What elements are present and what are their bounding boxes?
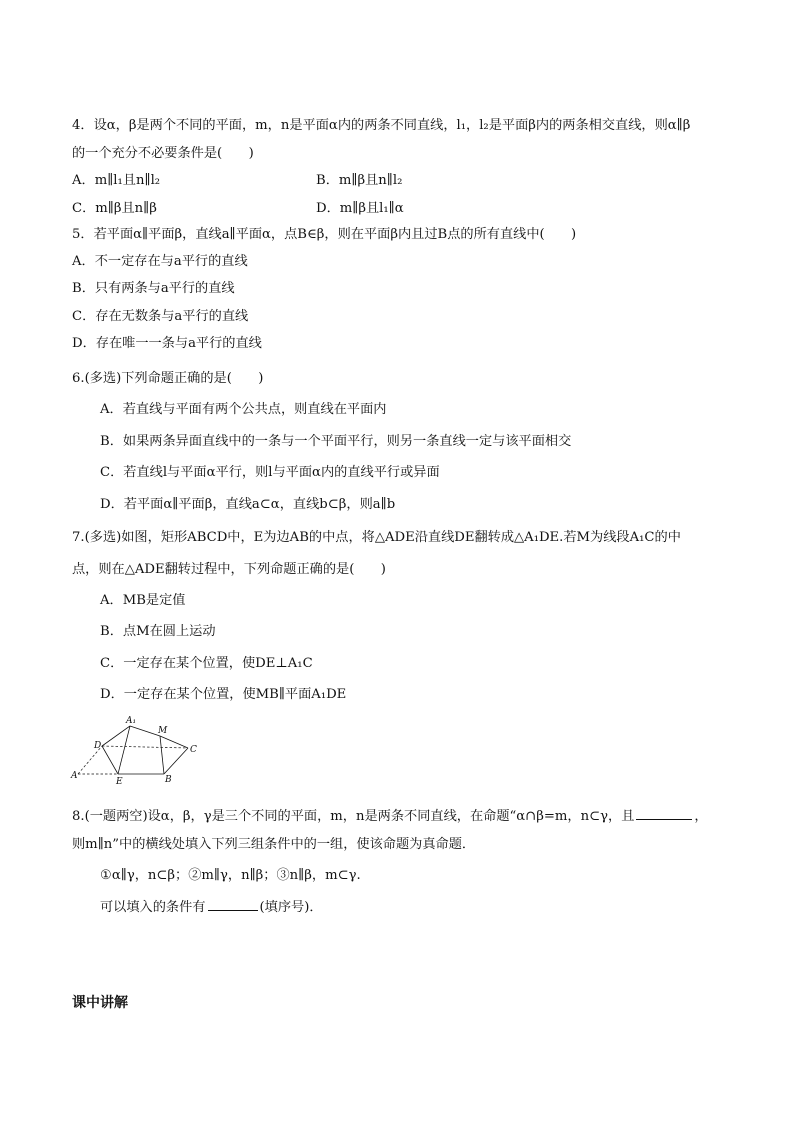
q5-option-a: A．不一定存在与a平行的直线 <box>72 254 248 269</box>
q8-fill-suffix: (填序号)． <box>259 900 323 915</box>
q7-stem-line1: 7.(多选)如图，矩形ABCD中，E为边AB的中点，将△ADE沿直线DE翻转成△A₁DE.若M为线段A₁C的中 <box>72 530 681 545</box>
edge-b-c <box>164 748 188 774</box>
q5-stem: 5．若平面α∥平面β，直线a∥平面α，点B∈β，则在平面β内且过B点的所有直线中( ) <box>72 227 577 242</box>
edge-d-e <box>102 746 118 774</box>
q4-option-b: B．m∥β且n∥l₂ <box>316 173 403 188</box>
q8-fill-line <box>100 898 323 917</box>
label-a1: A₁ <box>126 716 137 726</box>
q6-option-b: B．如果两条异面直线中的一条与一个平面平行，则另一条直线一定与该平面相交 <box>100 434 572 449</box>
q8-stem-line2: 则m∥n”中的横线处填入下列三组条件中的一组，使该命题为真命题． <box>72 837 476 852</box>
q5-option-b: B．只有两条与a平行的直线 <box>72 281 235 296</box>
edge-a1-m <box>130 726 160 736</box>
q7-figure <box>70 712 210 787</box>
q7-stem-line2: 点，则在△ADE翻转过程中，下列命题正确的是( ) <box>72 562 386 577</box>
q4-stem-line2: 的一个充分不必要条件是( ) <box>72 146 254 161</box>
label-m: M <box>158 726 168 736</box>
q8-stem-line1-text: 8.(一题两空)设α，β，γ是三个不同的平面，m，n是两条不同直线，在命题“α∩β=m，n⊂γ，且 <box>72 809 635 824</box>
q8-stem-line1-tail: ， <box>694 809 708 824</box>
edge-d-c-dashed <box>102 746 188 748</box>
q4-option-a: A．m∥l₁且n∥l₂ <box>72 173 161 188</box>
q4-option-c: C．m∥β且n∥β <box>72 201 157 216</box>
q7-option-a: A．MB是定值 <box>100 593 186 608</box>
q6-stem: 6.(多选)下列命题正确的是( ) <box>72 371 264 386</box>
q6-option-d: D．若平面α∥平面β，直线a⊂α，直线b⊂β，则a∥b <box>100 497 396 512</box>
q5-option-d: D．存在唯一一条与a平行的直线 <box>72 336 262 351</box>
q8-blank-1[interactable] <box>636 807 692 820</box>
q6-option-c: C．若直线l与平面α平行，则l与平面α内的直线平行或异面 <box>100 465 440 480</box>
q8-stem-line1 <box>72 807 708 826</box>
label-d: D <box>94 741 102 751</box>
q8-conditions: ①α∥γ，n⊂β；②m∥γ，n∥β；③n∥β，m⊂γ. <box>100 868 361 883</box>
label-b: B <box>165 775 172 785</box>
q7-option-b: B．点M在圆上运动 <box>100 624 216 639</box>
q7-option-d: D．一定存在某个位置，使MB∥平面A₁DE <box>100 687 347 702</box>
label-e: E <box>116 777 123 787</box>
q4-option-d: D．m∥β且l₁∥α <box>316 201 404 216</box>
q6-option-a: A．若直线与平面有两个公共点，则直线在平面内 <box>100 402 387 417</box>
section-heading: 课中讲解 <box>72 995 128 1011</box>
edge-m-c <box>160 736 188 748</box>
label-a: A <box>71 771 78 781</box>
edge-m-b <box>160 736 164 774</box>
q7-option-c: C．一定存在某个位置，使DE⊥A₁C <box>100 656 313 671</box>
q4-stem-line1: 4．设α，β是两个不同的平面，m，n是平面α内的两条不同直线，l₁，l₂是平面β内的两条相交直线，则α∥β <box>72 118 691 133</box>
q5-option-c: C．存在无数条与a平行的直线 <box>72 309 249 324</box>
q8-fill-prefix: 可以填入的条件有 <box>100 900 206 915</box>
q8-blank-2[interactable] <box>208 898 258 911</box>
label-c: C <box>190 745 197 755</box>
